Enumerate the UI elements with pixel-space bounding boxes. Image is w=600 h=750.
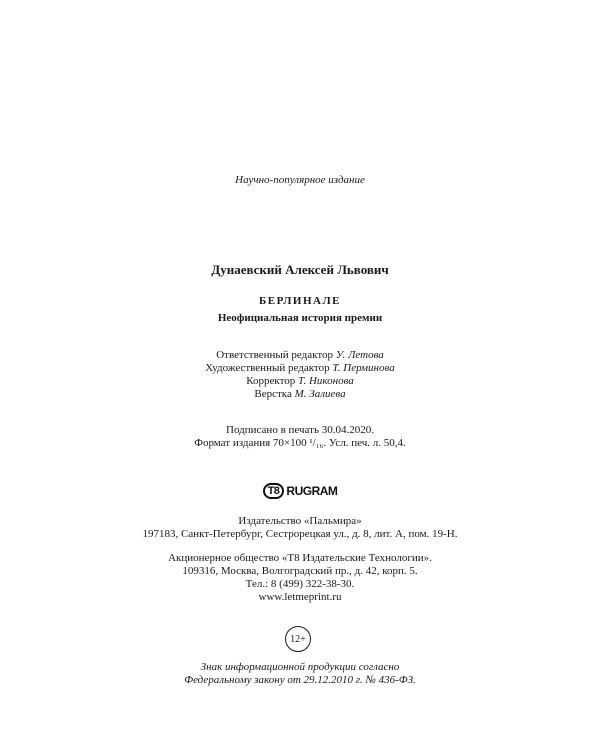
book-subtitle: Неофициальная история премии (217, 312, 383, 324)
print-signed: Подписано в печать 30.04.2020. (226, 424, 374, 436)
printer-name: Акционерное общество «Т8 Издательские Технологии». (168, 552, 432, 564)
credit-role: Верстка (254, 388, 292, 400)
credit-role: Художественный редактор (205, 362, 330, 374)
credit-name: Т. Перминова (332, 362, 395, 374)
age-rating-badge: 12+ (285, 626, 311, 652)
credit-line (0, 375, 600, 388)
credit-line (0, 362, 600, 375)
printer-phone: Тел.: 8 (499) 322-38-30. (245, 578, 355, 590)
publisher-address: 197183, Санкт-Петербург, Сестрорецкая ул., д. 8, лит. А, пом. 19-Н. (142, 528, 458, 540)
credit-name: М. Залиева (294, 388, 346, 400)
print-format: Формат издания 70×100 ¹/₁₆. Усл. печ. л. 50,4. (194, 437, 406, 449)
publisher-name: Издательство «Пальмира» (238, 515, 362, 527)
credit-line (0, 349, 600, 362)
logo-name: RUGRAM (286, 484, 338, 498)
printer-address: 109316, Москва, Волгоградский пр., д. 42, корп. 5. (182, 565, 418, 577)
credit-line (0, 388, 600, 401)
publisher-logo (0, 481, 600, 499)
credit-role: Ответственный редактор (216, 349, 333, 361)
logo-mark: T8 (263, 483, 285, 499)
legal-notice-line2: Федеральному закону от 29.12.2010 г. № 436-ФЗ. (184, 674, 416, 686)
credit-role: Корректор (246, 375, 296, 387)
edition-type: Научно-популярное издание (235, 174, 365, 186)
author-name: Дунаевский Алексей Львович (211, 262, 389, 277)
credit-name: Т. Никонова (298, 375, 354, 387)
printer-website: www.letmeprint.ru (258, 591, 342, 603)
legal-notice-line1: Знак информационной продукции согласно (200, 661, 400, 673)
credit-name: У. Летова (335, 349, 384, 361)
book-title: БЕРЛИНАЛЕ (259, 295, 341, 307)
